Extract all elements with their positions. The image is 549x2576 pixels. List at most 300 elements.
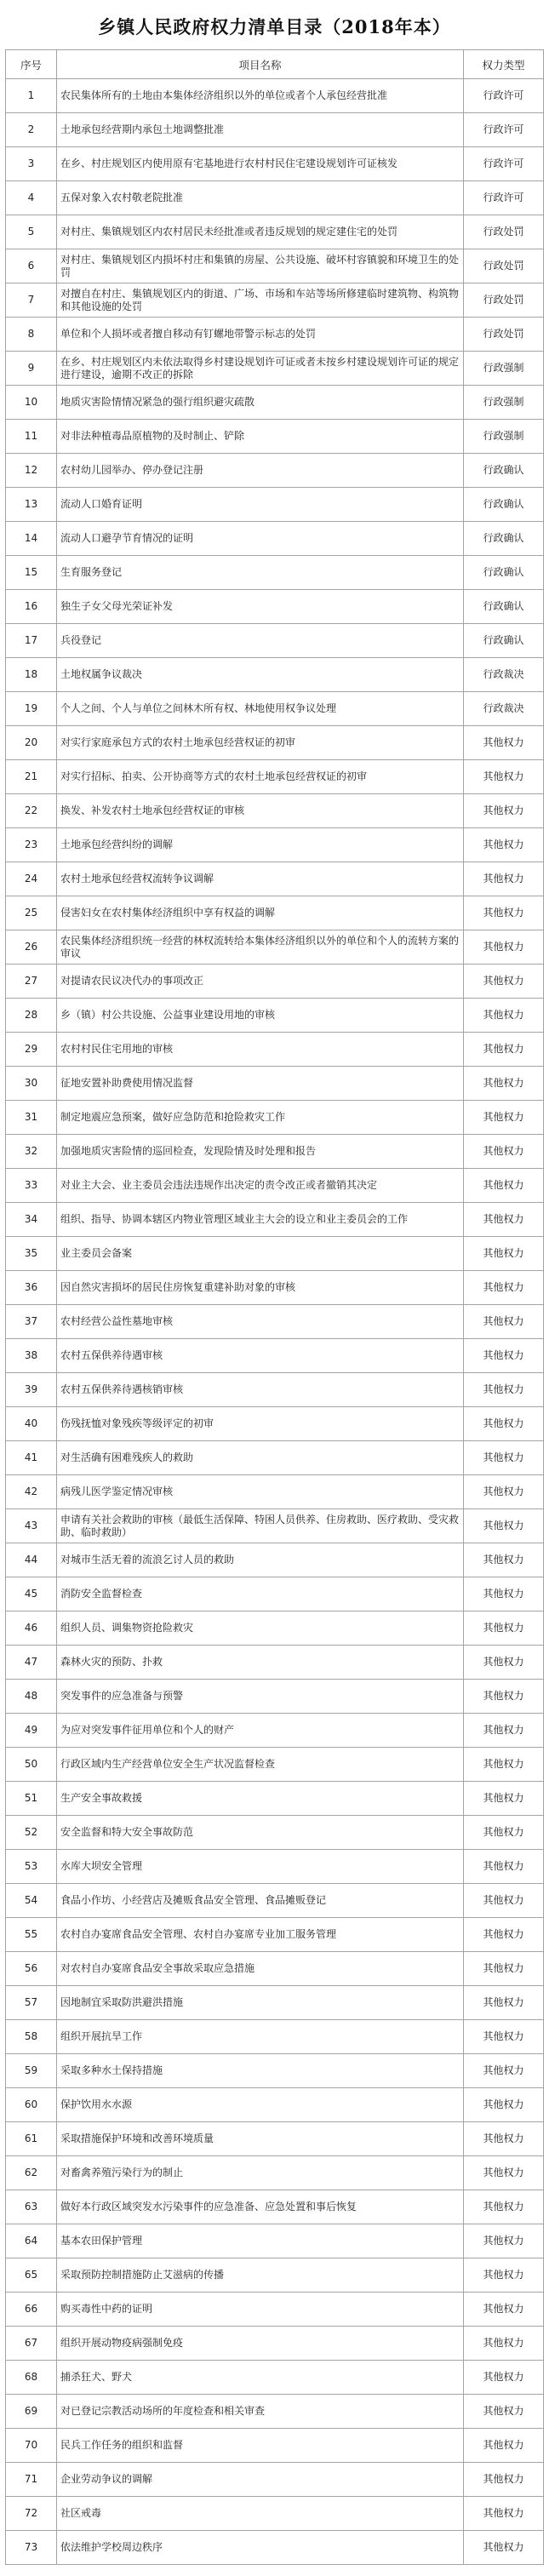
cell-item-name: 组织、指导、协调本辖区内物业管理区域业主大会的设立和业主委员会的工作 <box>57 1203 464 1237</box>
table-row <box>6 1918 544 1952</box>
table-row <box>6 965 544 999</box>
cell-power-type: 其他权力 <box>464 1714 544 1748</box>
cell-power-type: 其他权力 <box>464 2088 544 2122</box>
cell-item-name: 农民集体所有的土地由本集体经济组织以外的单位或者个人承包经营批准 <box>57 79 464 113</box>
table-row <box>6 1714 544 1748</box>
cell-item-name: 突发事件的应急准备与预警 <box>57 1680 464 1714</box>
cell-item-name: 依法维护学校周边秩序 <box>57 2531 464 2565</box>
cell-item-name: 生育服务登记 <box>57 556 464 590</box>
cell-item-name: 病残儿医学鉴定情况审核 <box>57 1475 464 1509</box>
cell-power-type: 其他权力 <box>464 1237 544 1271</box>
cell-power-type: 其他权力 <box>464 965 544 999</box>
table-row <box>6 2497 544 2531</box>
cell-power-type: 其他权力 <box>464 1033 544 1067</box>
cell-item-name: 做好本行政区域突发水污染事件的应急准备、应急处置和事后恢复 <box>57 2190 464 2224</box>
cell-power-type: 其他权力 <box>464 1918 544 1952</box>
cell-index: 13 <box>6 488 57 522</box>
cell-item-name: 森林火灾的预防、扑救 <box>57 1646 464 1680</box>
cell-item-name: 个人之间、个人与单位之间林木所有权、林地使用权争议处理 <box>57 692 464 726</box>
cell-power-type: 行政处罚 <box>464 318 544 352</box>
table-row <box>6 658 544 692</box>
cell-item-name: 采取措施保护环境和改善环境质量 <box>57 2122 464 2156</box>
cell-item-name: 申请有关社会救助的审核（最低生活保障、特困人员供养、住房救助、医疗救助、受灾救助、临时救助） <box>57 1509 464 1543</box>
table-row <box>6 1952 544 1986</box>
cell-power-type: 行政裁决 <box>464 658 544 692</box>
cell-index: 68 <box>6 2361 57 2395</box>
column-header-index: 序号 <box>6 50 57 79</box>
cell-item-name: 加强地质灾害险情的巡回检查，发现险情及时处理和报告 <box>57 1135 464 1169</box>
cell-item-name: 对实行家庭承包方式的农村土地承包经营权证的初审 <box>57 726 464 760</box>
cell-index: 51 <box>6 1782 57 1816</box>
cell-power-type: 其他权力 <box>464 1884 544 1918</box>
table-row <box>6 590 544 624</box>
cell-item-name: 制定地震应急预案，做好应急防范和抢险救灾工作 <box>57 1101 464 1135</box>
cell-index: 17 <box>6 624 57 658</box>
cell-power-type: 其他权力 <box>464 1986 544 2020</box>
cell-power-type: 其他权力 <box>464 1475 544 1509</box>
table-row <box>6 1271 544 1305</box>
cell-item-name: 组织人员、调集物资抢险救灾 <box>57 1611 464 1646</box>
cell-item-name: 食品小作坊、小经营店及摊贩食品安全管理、食品摊贩登记 <box>57 1884 464 1918</box>
cell-index: 73 <box>6 2531 57 2565</box>
cell-power-type: 行政确认 <box>464 488 544 522</box>
cell-index: 2 <box>6 113 57 147</box>
cell-power-type: 行政强制 <box>464 420 544 454</box>
table-row <box>6 2054 544 2088</box>
cell-item-name: 组织开展抗旱工作 <box>57 2020 464 2054</box>
cell-item-name: 对擅自在村庄、集镇规划区内的街道、广场、市场和车站等场所修建临时建筑物、构筑物和其他设施的处罚 <box>57 283 464 318</box>
table-row <box>6 794 544 828</box>
cell-item-name: 对农村自办宴席食品安全事故采取应急措施 <box>57 1952 464 1986</box>
cell-power-type: 其他权力 <box>464 999 544 1033</box>
cell-item-name: 对实行招标、拍卖、公开协商等方式的农村土地承包经营权证的初审 <box>57 760 464 794</box>
table-row <box>6 2293 544 2327</box>
table-row <box>6 147 544 181</box>
cell-power-type: 其他权力 <box>464 1577 544 1611</box>
cell-index: 34 <box>6 1203 57 1237</box>
table-header <box>6 50 544 79</box>
cell-item-name: 对村庄、集镇规划区内农村居民未经批准或者违反规划的规定建住宅的处罚 <box>57 215 464 249</box>
cell-index: 3 <box>6 147 57 181</box>
cell-item-name: 农村村民住宅用地的审核 <box>57 1033 464 1067</box>
cell-index: 58 <box>6 2020 57 2054</box>
table-row <box>6 2531 544 2565</box>
table-row <box>6 181 544 215</box>
cell-index: 56 <box>6 1952 57 1986</box>
table-row <box>6 249 544 283</box>
table-row <box>6 896 544 930</box>
cell-index: 50 <box>6 1748 57 1782</box>
cell-item-name: 农村土地承包经营权流转争议调解 <box>57 862 464 896</box>
cell-index: 40 <box>6 1407 57 1441</box>
page-title: 乡镇人民政府权力清单目录（2018年本） <box>98 16 451 37</box>
table-row <box>6 2463 544 2497</box>
table-row <box>6 760 544 794</box>
cell-power-type: 其他权力 <box>464 2224 544 2258</box>
cell-power-type: 其他权力 <box>464 1339 544 1373</box>
cell-power-type: 其他权力 <box>464 794 544 828</box>
cell-power-type: 行政处罚 <box>464 283 544 318</box>
table-row <box>6 1782 544 1816</box>
cell-power-type: 其他权力 <box>464 1271 544 1305</box>
cell-index: 12 <box>6 454 57 488</box>
cell-item-name: 消防安全监督检查 <box>57 1577 464 1611</box>
cell-index: 62 <box>6 2156 57 2190</box>
cell-index: 39 <box>6 1373 57 1407</box>
table-row <box>6 1441 544 1475</box>
cell-index: 31 <box>6 1101 57 1135</box>
cell-item-name: 农村幼儿园举办、停办登记注册 <box>57 454 464 488</box>
table-row <box>6 1680 544 1714</box>
table-row <box>6 556 544 590</box>
table-row <box>6 1305 544 1339</box>
cell-item-name: 对畜禽养殖污染行为的制止 <box>57 2156 464 2190</box>
cell-power-type: 其他权力 <box>464 1373 544 1407</box>
cell-index: 36 <box>6 1271 57 1305</box>
cell-power-type: 其他权力 <box>464 726 544 760</box>
cell-index: 10 <box>6 386 57 420</box>
column-header-power-type: 权力类型 <box>464 50 544 79</box>
cell-index: 5 <box>6 215 57 249</box>
cell-index: 7 <box>6 283 57 318</box>
cell-power-type: 其他权力 <box>464 1509 544 1543</box>
table-row <box>6 1748 544 1782</box>
cell-index: 29 <box>6 1033 57 1067</box>
cell-index: 60 <box>6 2088 57 2122</box>
cell-item-name: 对村庄、集镇规划区内损坏村庄和集镇的房屋、公共设施、破坏村容镇貌和环境卫生的处罚 <box>57 249 464 283</box>
cell-item-name: 采取多种水土保持措施 <box>57 2054 464 2088</box>
cell-index: 66 <box>6 2293 57 2327</box>
cell-index: 64 <box>6 2224 57 2258</box>
cell-power-type: 其他权力 <box>464 1680 544 1714</box>
cell-index: 69 <box>6 2395 57 2429</box>
cell-item-name: 土地承包经营期内承包土地调整批准 <box>57 113 464 147</box>
cell-item-name: 社区戒毒 <box>57 2497 464 2531</box>
cell-power-type: 其他权力 <box>464 1748 544 1782</box>
cell-item-name: 对提请农民议决代办的事项改正 <box>57 965 464 999</box>
table-row <box>6 2429 544 2463</box>
cell-item-name: 因地制宜采取防洪避洪措施 <box>57 1986 464 2020</box>
cell-item-name: 行政区域内生产经营单位安全生产状况监督检查 <box>57 1748 464 1782</box>
cell-index: 49 <box>6 1714 57 1748</box>
cell-item-name: 乡（镇）村公共设施、公益事业建设用地的审核 <box>57 999 464 1033</box>
cell-power-type: 行政许可 <box>464 113 544 147</box>
cell-index: 63 <box>6 2190 57 2224</box>
cell-index: 14 <box>6 522 57 556</box>
table-row <box>6 1067 544 1101</box>
cell-power-type: 其他权力 <box>464 1169 544 1203</box>
cell-index: 47 <box>6 1646 57 1680</box>
cell-item-name: 采取预防控制措施防止艾滋病的传播 <box>57 2258 464 2293</box>
table-row <box>6 318 544 352</box>
cell-power-type: 其他权力 <box>464 2327 544 2361</box>
table-body <box>6 79 544 2565</box>
cell-item-name: 基本农田保护管理 <box>57 2224 464 2258</box>
table-row <box>6 2156 544 2190</box>
cell-index: 53 <box>6 1850 57 1884</box>
cell-item-name: 地质灾害险情情况紧急的强行组织避灾疏散 <box>57 386 464 420</box>
cell-item-name: 民兵工作任务的组织和监督 <box>57 2429 464 2463</box>
cell-power-type: 其他权力 <box>464 1611 544 1646</box>
table-row <box>6 488 544 522</box>
cell-index: 20 <box>6 726 57 760</box>
cell-index: 37 <box>6 1305 57 1339</box>
table-row <box>6 522 544 556</box>
cell-index: 11 <box>6 420 57 454</box>
cell-item-name: 企业劳动争议的调解 <box>57 2463 464 2497</box>
cell-power-type: 行政裁决 <box>464 692 544 726</box>
table-row <box>6 726 544 760</box>
cell-power-type: 行政强制 <box>464 352 544 386</box>
header-row <box>6 50 544 79</box>
cell-item-name: 水库大坝安全管理 <box>57 1850 464 1884</box>
cell-power-type: 其他权力 <box>464 1305 544 1339</box>
cell-power-type: 其他权力 <box>464 1816 544 1850</box>
cell-item-name: 生产安全事故救援 <box>57 1782 464 1816</box>
table-row <box>6 1237 544 1271</box>
cell-index: 30 <box>6 1067 57 1101</box>
table-row <box>6 1169 544 1203</box>
cell-item-name: 征地安置补助费使用情况监督 <box>57 1067 464 1101</box>
cell-item-name: 因自然灾害损坏的居民住房恢复重建补助对象的审核 <box>57 1271 464 1305</box>
cell-item-name: 保护饮用水水源 <box>57 2088 464 2122</box>
table-row <box>6 2122 544 2156</box>
cell-power-type: 其他权力 <box>464 2190 544 2224</box>
table-row <box>6 1543 544 1577</box>
column-header-item-name: 项目名称 <box>57 50 464 79</box>
table-row <box>6 1509 544 1543</box>
cell-power-type: 其他权力 <box>464 2020 544 2054</box>
cell-index: 26 <box>6 930 57 965</box>
cell-item-name: 流动人口婚育证明 <box>57 488 464 522</box>
cell-item-name: 对生活确有困难残疾人的救助 <box>57 1441 464 1475</box>
cell-item-name: 捕杀狂犬、野犬 <box>57 2361 464 2395</box>
table-row <box>6 1884 544 1918</box>
cell-index: 45 <box>6 1577 57 1611</box>
cell-power-type: 其他权力 <box>464 1203 544 1237</box>
cell-index: 52 <box>6 1816 57 1850</box>
cell-power-type: 行政处罚 <box>464 215 544 249</box>
cell-power-type: 其他权力 <box>464 1782 544 1816</box>
cell-index: 55 <box>6 1918 57 1952</box>
cell-power-type: 行政许可 <box>464 79 544 113</box>
table-row <box>6 930 544 965</box>
table-row <box>6 215 544 249</box>
cell-item-name: 农民集体经济组织统一经营的林权流转给本集体经济组织以外的单位和个人的流转方案的审议 <box>57 930 464 965</box>
table-row <box>6 420 544 454</box>
table-row <box>6 1373 544 1407</box>
cell-item-name: 农村五保供养待遇审核 <box>57 1339 464 1373</box>
cell-index: 46 <box>6 1611 57 1646</box>
cell-power-type: 其他权力 <box>464 862 544 896</box>
cell-item-name: 兵役登记 <box>57 624 464 658</box>
cell-index: 4 <box>6 181 57 215</box>
power-list-table <box>5 49 544 2565</box>
cell-power-type: 其他权力 <box>464 1067 544 1101</box>
cell-power-type: 行政许可 <box>464 181 544 215</box>
cell-power-type: 其他权力 <box>464 1543 544 1577</box>
cell-item-name: 伤残抚恤对象残疾等级评定的初审 <box>57 1407 464 1441</box>
table-row <box>6 862 544 896</box>
cell-power-type: 其他权力 <box>464 1101 544 1135</box>
cell-index: 61 <box>6 2122 57 2156</box>
cell-item-name: 农村经营公益性墓地审核 <box>57 1305 464 1339</box>
cell-power-type: 行政确认 <box>464 522 544 556</box>
cell-power-type: 行政确认 <box>464 590 544 624</box>
table-row <box>6 1407 544 1441</box>
cell-power-type: 其他权力 <box>464 2054 544 2088</box>
cell-item-name: 流动人口避孕节育情况的证明 <box>57 522 464 556</box>
cell-index: 27 <box>6 965 57 999</box>
cell-power-type: 其他权力 <box>464 760 544 794</box>
cell-index: 32 <box>6 1135 57 1169</box>
cell-power-type: 行政确认 <box>464 556 544 590</box>
cell-item-name: 对业主大会、业主委员会违法违规作出决定的责令改正或者撤销其决定 <box>57 1169 464 1203</box>
table-row <box>6 1033 544 1067</box>
cell-index: 24 <box>6 862 57 896</box>
table-row <box>6 2190 544 2224</box>
table-row <box>6 999 544 1033</box>
table-row <box>6 1611 544 1646</box>
table-row <box>6 1101 544 1135</box>
cell-index: 67 <box>6 2327 57 2361</box>
cell-index: 8 <box>6 318 57 352</box>
cell-index: 72 <box>6 2497 57 2531</box>
cell-index: 38 <box>6 1339 57 1373</box>
cell-index: 6 <box>6 249 57 283</box>
cell-power-type: 其他权力 <box>464 1135 544 1169</box>
cell-item-name: 业主委员会备案 <box>57 1237 464 1271</box>
cell-power-type: 其他权力 <box>464 2429 544 2463</box>
cell-item-name: 单位和个人损坏或者擅自移动有钉螺地带警示标志的处罚 <box>57 318 464 352</box>
table-row <box>6 1203 544 1237</box>
cell-index: 15 <box>6 556 57 590</box>
cell-item-name: 独生子女父母光荣证补发 <box>57 590 464 624</box>
cell-item-name: 购买毒性中药的证明 <box>57 2293 464 2327</box>
cell-power-type: 其他权力 <box>464 2156 544 2190</box>
table-row <box>6 2020 544 2054</box>
table-row <box>6 1646 544 1680</box>
table-row <box>6 454 544 488</box>
cell-power-type: 其他权力 <box>464 2293 544 2327</box>
table-row <box>6 283 544 318</box>
cell-index: 65 <box>6 2258 57 2293</box>
table-row <box>6 828 544 862</box>
cell-index: 22 <box>6 794 57 828</box>
table-row <box>6 386 544 420</box>
cell-power-type: 其他权力 <box>464 2122 544 2156</box>
cell-power-type: 其他权力 <box>464 1850 544 1884</box>
cell-power-type: 其他权力 <box>464 1407 544 1441</box>
cell-power-type: 其他权力 <box>464 1441 544 1475</box>
cell-index: 1 <box>6 79 57 113</box>
table-row <box>6 113 544 147</box>
cell-index: 28 <box>6 999 57 1033</box>
cell-power-type: 行政确认 <box>464 454 544 488</box>
cell-index: 35 <box>6 1237 57 1271</box>
cell-power-type: 其他权力 <box>464 2463 544 2497</box>
table-row <box>6 1135 544 1169</box>
table-row <box>6 624 544 658</box>
cell-power-type: 行政许可 <box>464 147 544 181</box>
cell-index: 43 <box>6 1509 57 1543</box>
cell-power-type: 行政强制 <box>464 386 544 420</box>
table-row <box>6 1577 544 1611</box>
cell-power-type: 其他权力 <box>464 2497 544 2531</box>
table-row <box>6 2088 544 2122</box>
cell-item-name: 农村五保供养待遇核销审核 <box>57 1373 464 1407</box>
table-row <box>6 2361 544 2395</box>
table-row <box>6 1986 544 2020</box>
cell-item-name: 组织开展动物疫病强制免疫 <box>57 2327 464 2361</box>
cell-item-name: 换发、补发农村土地承包经营权证的审核 <box>57 794 464 828</box>
cell-item-name: 土地承包经营纠纷的调解 <box>57 828 464 862</box>
table-row <box>6 1816 544 1850</box>
cell-index: 41 <box>6 1441 57 1475</box>
cell-item-name: 对已登记宗教活动场所的年度检查和相关审查 <box>57 2395 464 2429</box>
cell-item-name: 农村自办宴席食品安全管理、农村自办宴席专业加工服务管理 <box>57 1918 464 1952</box>
cell-power-type: 其他权力 <box>464 2258 544 2293</box>
cell-index: 23 <box>6 828 57 862</box>
cell-index: 59 <box>6 2054 57 2088</box>
cell-index: 70 <box>6 2429 57 2463</box>
cell-item-name: 土地权属争议裁决 <box>57 658 464 692</box>
cell-index: 16 <box>6 590 57 624</box>
cell-index: 71 <box>6 2463 57 2497</box>
cell-item-name: 对城市生活无着的流浪乞讨人员的救助 <box>57 1543 464 1577</box>
cell-index: 19 <box>6 692 57 726</box>
cell-item-name: 在乡、村庄规划区内使用原有宅基地进行农村村民住宅建设规划许可证核发 <box>57 147 464 181</box>
cell-index: 21 <box>6 760 57 794</box>
table-row <box>6 2224 544 2258</box>
table-row <box>6 692 544 726</box>
cell-index: 25 <box>6 896 57 930</box>
cell-index: 57 <box>6 1986 57 2020</box>
cell-index: 9 <box>6 352 57 386</box>
table-row <box>6 2327 544 2361</box>
table-row <box>6 1339 544 1373</box>
cell-item-name: 在乡、村庄规划区内未依法取得乡村建设规划许可证或者未按乡村建设规划许可证的规定进行建设，逾期不改正的拆除 <box>57 352 464 386</box>
cell-index: 44 <box>6 1543 57 1577</box>
cell-item-name: 五保对象入农村敬老院批准 <box>57 181 464 215</box>
table-row <box>6 2395 544 2429</box>
cell-power-type: 行政处罚 <box>464 249 544 283</box>
table-row <box>6 1850 544 1884</box>
cell-item-name: 安全监督和特大安全事故防范 <box>57 1816 464 1850</box>
cell-index: 54 <box>6 1884 57 1918</box>
cell-power-type: 其他权力 <box>464 896 544 930</box>
cell-index: 18 <box>6 658 57 692</box>
table-row <box>6 2258 544 2293</box>
table-row <box>6 79 544 113</box>
cell-power-type: 其他权力 <box>464 2395 544 2429</box>
cell-power-type: 其他权力 <box>464 930 544 965</box>
cell-power-type: 其他权力 <box>464 828 544 862</box>
table-row <box>6 1475 544 1509</box>
cell-index: 42 <box>6 1475 57 1509</box>
cell-index: 33 <box>6 1169 57 1203</box>
cell-index: 48 <box>6 1680 57 1714</box>
table-row <box>6 352 544 386</box>
cell-power-type: 其他权力 <box>464 2531 544 2565</box>
cell-power-type: 其他权力 <box>464 1646 544 1680</box>
cell-item-name: 对非法种植毒品原植物的及时制止、铲除 <box>57 420 464 454</box>
cell-item-name: 侵害妇女在农村集体经济组织中享有权益的调解 <box>57 896 464 930</box>
cell-power-type: 其他权力 <box>464 2361 544 2395</box>
cell-item-name: 为应对突发事件征用单位和个人的财产 <box>57 1714 464 1748</box>
cell-power-type: 行政确认 <box>464 624 544 658</box>
cell-power-type: 其他权力 <box>464 1952 544 1986</box>
